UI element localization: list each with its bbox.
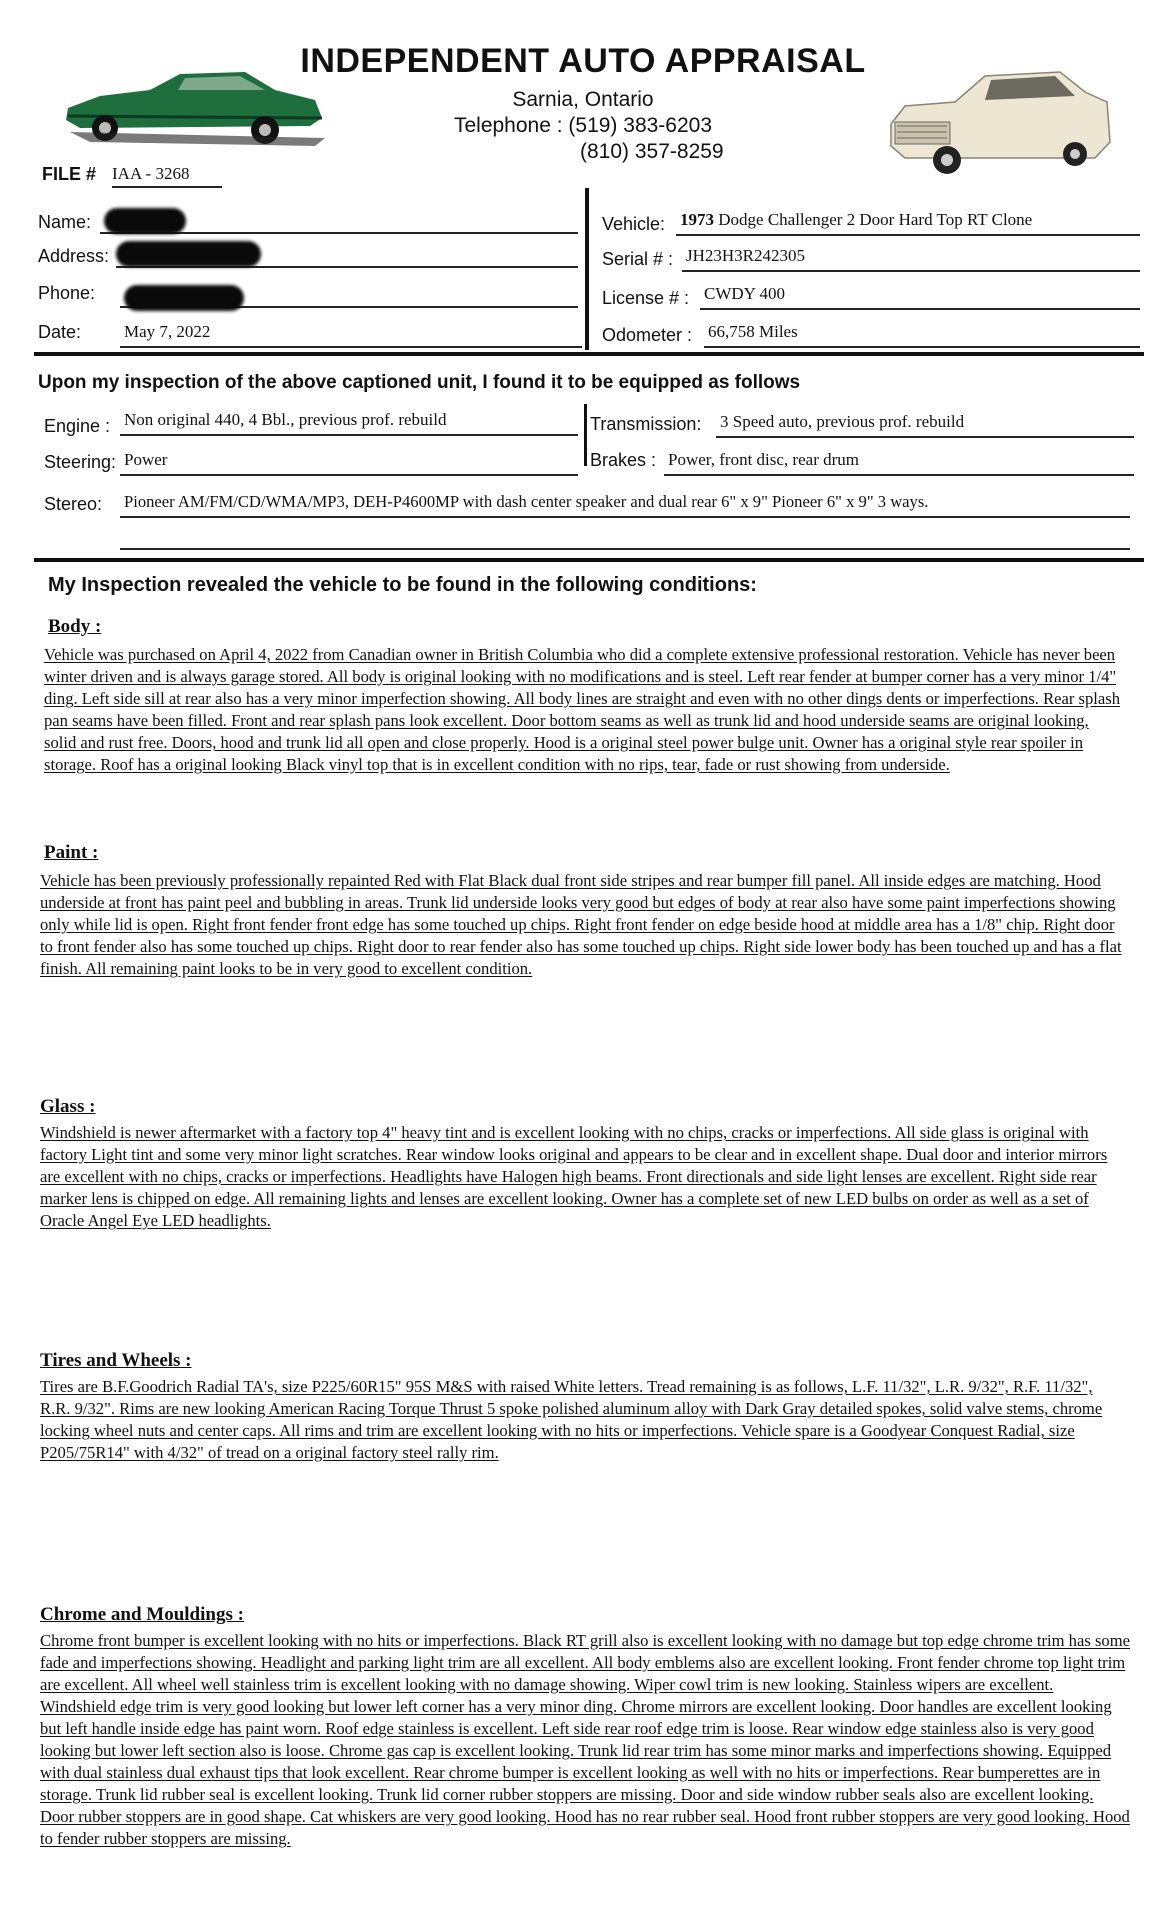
steering-field: Power [120,450,578,476]
vehicle-label: Vehicle: [602,214,666,234]
odometer-label: Odometer : [602,325,693,345]
license-field: CWDY 400 [700,284,1140,310]
address-label: Address: [38,246,110,266]
vehicle-description: Dodge Challenger 2 Door Hard Top RT Clone [718,210,1033,229]
address-field [116,240,578,268]
header-telephone [0,114,1166,138]
name-label: Name: [38,212,92,232]
tires-section-text: Tires are B.F.Goodrich Radial TA's, size P225/60R15" 95S M&S with raised White letters. Tread remaining is as follows, L.F. 11/32", L.R. 9/32", R.F. 11/32", R.R. 9/32". Rims are new looking American Racing Torque Thrust 5 spoke polished aluminum alloy with Dark Gray detailed spokes, solid valve stems, chrome locking wheel nuts and center caps. All rims and trim are excellent looking with no hits or imperfections. Vehicle spare is a Goodyear Conquest Radial, size P205/75R14" with 4/32" of tread on a original factory steel rally rim. [40,1377,1103,1462]
name-redaction [104,208,186,234]
date-label: Date: [38,322,82,342]
stereo-field: Pioneer AM/FM/CD/WMA/MP3, DEH-P4600MP with dash center speaker and dual rear 6" x 9" Pioneer 6" x 9" 3 ways. [120,492,1130,518]
form-divider-horizontal-2 [34,558,1144,562]
body-section-title: Body : [48,616,102,637]
phone-secondary: (810) 357-8259 [580,140,724,163]
header-city: Sarnia, Ontario [512,88,654,111]
glass-section-title: Glass : [40,1096,96,1117]
brakes-label: Brakes : [590,450,657,470]
page-title: INDEPENDENT AUTO APPRAISAL [300,42,866,80]
engine-field: Non original 440, 4 Bbl., previous prof. rebuild [120,410,578,436]
tires-section-title: Tires and Wheels : [40,1350,192,1371]
serial-field: JH23H3R242305 [682,246,1140,272]
serial-label: Serial # : [602,249,674,269]
conditions-heading: My Inspection revealed the vehicle to be found in the following conditions: [48,574,757,596]
license-label: License # : [602,288,690,308]
vehicle-field [676,210,1140,236]
file-number-label: FILE # [42,164,97,184]
transmission-field: 3 Speed auto, previous prof. rebuild [716,412,1134,438]
odometer-field: 66,758 Miles [704,322,1140,348]
transmission-label: Transmission: [590,414,702,434]
telephone-label: Telephone : [453,114,563,137]
glass-section-text: Windshield is newer aftermarket with a factory top 4" heavy tint and is excellent looking with no chips, cracks or imperfections. All side glass is original with factory Light tint and some very minor light scratches. Rear window looks original and appears to be clear and in excellent shape. Dual door and interior mirrors are excellent with no chips, cracks or imperfections. Headlights have Halogen high beams. Front directionals and side light lenses are excellent. Right side rear marker lens is chipped on edge. All remaining lights and lenses are excellent looking. Owner has a complete set of new LED bulbs on order as well as a set of Oracle Angel Eye LED headlights. [40,1123,1108,1230]
file-number-value: IAA - 3268 [112,164,222,188]
form-divider-horizontal-1 [34,352,1144,356]
steering-label: Steering: [44,452,117,472]
brakes-field: Power, front disc, rear drum [664,450,1134,476]
vehicle-year: 1973 [680,210,714,229]
body-section-text: Vehicle was purchased on April 4, 2022 from Canadian owner in British Columbia who did a complete extensive professional restoration. Vehicle has never been winter driven and is always garage stored. All body is original looking with no modifications and is steel. Left rear fender at bumper corner has a very minor 1/4" ding. Left side sill at rear also has a very minor imperfection showing. All body lines are straight and even with no other dings dents or imperfections. Rear splash pan seams have been filled. Front and rear splash pans look excellent. Door bottom seams as well as trunk lid and hood underside seams are original looking, solid and rust free. Doors, hood and trunk lid all open and close properly. Hood is a original steel power bulge unit. Owner has a original style rear spoiler in storage. Roof has a original looking Black vinyl top that is in excellent condition with no rips, tear, fade or rust showing from underside. [44,645,1121,774]
equipment-divider-vertical [584,404,587,466]
phone-primary: (519) 383-6203 [568,114,713,137]
date-field: May 7, 2022 [120,322,582,348]
address-redaction [116,241,261,267]
phone-redaction [124,285,244,311]
paint-section-text: Vehicle has been previously professionally repainted Red with Flat Black dual front side stripes and rear bumper fill panel. All inside edges are matching. Hood underside at front has paint peel and bubbling in areas. Trunk lid underside looks very good but edges of body at rear also have some paint imperfections showing only while lid is open. Right front fender front edge has some touched up chips. Right front fender on edge beside hood at middle area has a 1/8" chip. Right door to front fender also has some touched up chips. Right door to rear fender also has some touched up chips. Right side lower body has been touched up and has a flat finish. All remaining paint looks to be in very good to excellent condition. [40,871,1122,978]
form-divider-vertical [585,188,589,350]
stereo-label: Stereo: [44,494,103,514]
paint-section-title: Paint : [44,842,99,863]
phone-field [120,280,578,308]
chrome-section-title: Chrome and Mouldings : [40,1604,244,1625]
equipment-heading: Upon my inspection of the above captioned unit, I found it to be equipped as follows [38,372,801,393]
phone-label: Phone: [38,283,96,303]
chrome-section-text: Chrome front bumper is excellent looking with no hits or imperfections. Black RT grill also is excellent looking with no damage but top edge chrome trim has some fade and imperfections showing. Headlight and parking light trim are all excellent. All body emblems also are excellent looking. Front fender chrome top light trim are excellent. All wheel well stainless trim is excellent looking with no damage showing. Wiper cowl trim is new looking. Stainless wipers are excellent. Windshield edge trim is very good looking but lower left corner has a very minor ding. Chrome mirrors are excellent looking. Door handles are excellent looking but left handle inside edge has paint worn. Roof edge stainless is excellent. Left side rear roof edge trim is loose. Rear window edge stainless also is very good looking but lower left section also is loose. Chrome gas cap is excellent looking. Trunk lid rear trim has some minor marks and imperfections showing. Equipped with dual stainless dual exhaust tips that look excellent. Rear chrome bumper is excellent looking as well with no hits or imperfections. Rear bumperettes are in storage. Trunk lid rubber seal is excellent looking. Trunk lid corner rubber stoppers are missing. Door and side window rubber seals also are excellent looking. Door rubber stoppers are in good shape. Cat whiskers are very good looking. Hood has no rear rubber seal. Hood front rubber stoppers are very good looking. Hood to fender rubber stoppers are missing. [40,1631,1130,1848]
stereo-extra-line [120,548,1130,550]
engine-label: Engine : [44,416,111,436]
name-field [100,206,578,234]
